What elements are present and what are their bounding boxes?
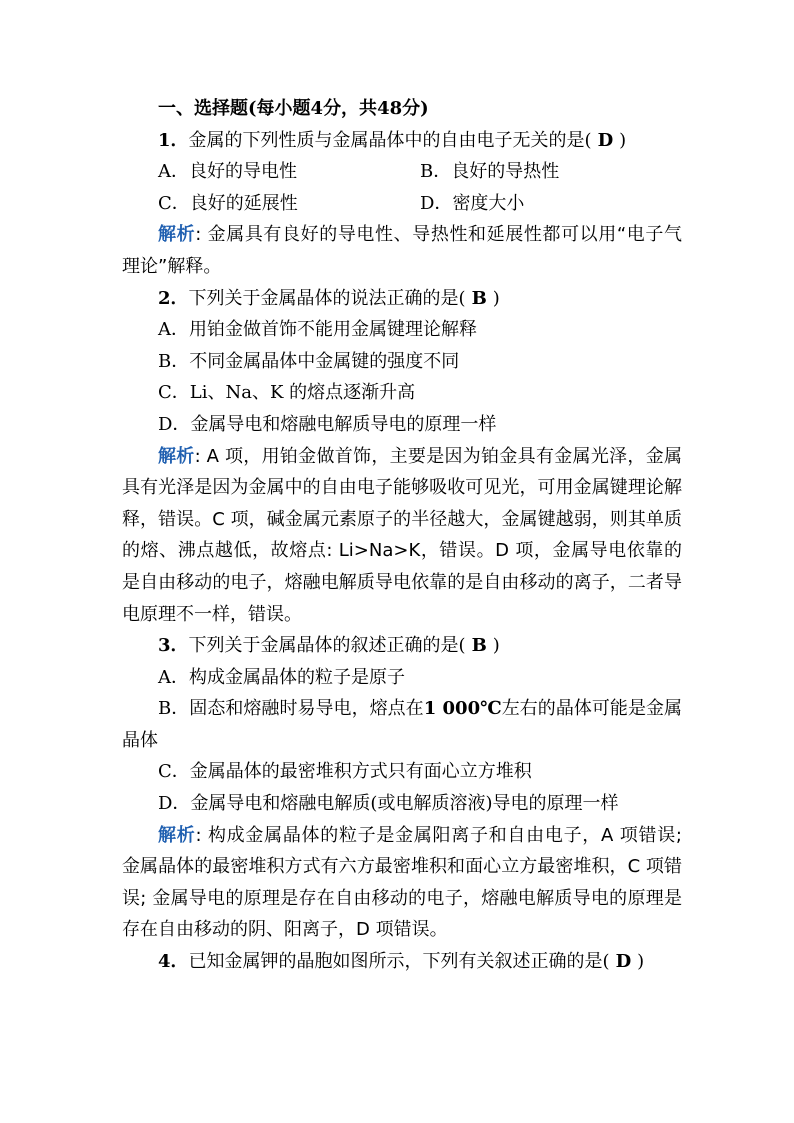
option-key: A．: [158, 161, 189, 183]
option-key: D．: [158, 793, 191, 815]
question-number: 1．: [158, 129, 189, 151]
question-text: 金属的下列性质与金属晶体中的自由电子无关的是(: [188, 129, 592, 151]
option-text: Li、Na、K 的熔点逐渐升高: [189, 382, 416, 404]
analysis-text: : 构成金属晶体的粒子是金属阳离子和自由电子，A 项错误; 金属晶体的最密堆积方式有六方最密堆积和面心立方最密堆积，C 项错误; 金属导电的原理是存在自由移动的电子，熔融电解质导电的原理是存在自由移动的阴、阳离子，D 项错误。: [122, 824, 682, 941]
question-1-options-row-1: [122, 156, 682, 188]
question-3-option-b: [122, 693, 682, 756]
heading-points: 4: [310, 98, 324, 119]
heading-text: 一、选择题(每小题: [158, 98, 311, 119]
option-text: 金属导电和熔融电解质(或电解质溶液)导电的原理一样: [190, 793, 619, 815]
option-key: C．: [158, 382, 190, 404]
question-text: 下列关于金属晶体的叙述正确的是(: [188, 635, 466, 657]
heading-text: 分): [402, 98, 429, 119]
question-3-analysis: [122, 820, 682, 946]
option-text: 固态和熔融时易导电，熔点在: [189, 698, 424, 720]
analysis-label: 解析: [158, 824, 196, 846]
question-3-option-c: [122, 756, 682, 788]
analysis-text: : 金属具有良好的导电性、导热性和延展性都可以用“电子气理论”解释。: [122, 224, 683, 277]
option-text: 良好的导热性: [451, 161, 560, 183]
option-number: 1 000℃: [423, 698, 502, 720]
question-number: 3．: [158, 635, 189, 657]
option-text: 左右的晶体可能是金属晶体: [122, 698, 683, 751]
option-key: B．: [420, 161, 452, 183]
option-a: [158, 156, 420, 188]
option-key: A．: [158, 666, 189, 688]
paren-close: ): [492, 635, 500, 657]
option-key: A．: [158, 319, 189, 341]
option-key: D．: [158, 413, 191, 435]
option-text: 密度大小: [452, 192, 525, 214]
option-c: [158, 188, 420, 220]
analysis-label: 解析: [158, 224, 196, 246]
question-number: 4．: [158, 951, 189, 973]
option-text: 金属导电和熔融电解质导电的原理一样: [190, 413, 497, 435]
question-text: 已知金属钾的晶胞如图所示，下列有关叙述正确的是(: [188, 951, 610, 973]
question-2-option-a: [122, 314, 682, 346]
question-1-options-row-2: [122, 188, 682, 220]
question-number: 2．: [158, 287, 189, 309]
option-key: B．: [158, 350, 190, 372]
heading-text: 分，共: [323, 98, 378, 119]
question-1-stem: [122, 125, 682, 157]
option-key: B．: [158, 698, 190, 720]
option-key: C．: [158, 192, 190, 214]
question-3-option-d: [122, 788, 682, 820]
question-3-option-a: [122, 662, 682, 694]
question-2-stem: [122, 283, 682, 315]
paren-close: ): [637, 951, 645, 973]
section-heading: [122, 93, 682, 125]
option-text: 良好的延展性: [189, 192, 298, 214]
answer-letter: B: [471, 635, 487, 657]
question-2-option-d: [122, 409, 682, 441]
analysis-label: 解析: [158, 445, 195, 467]
option-key: C．: [158, 761, 190, 783]
option-d: [420, 188, 682, 220]
option-text: 构成金属晶体的粒子是原子: [189, 666, 405, 688]
heading-total: 48: [377, 98, 403, 119]
question-1-analysis: [122, 219, 682, 282]
paren-close: ): [492, 287, 500, 309]
option-b: [420, 156, 682, 188]
option-key: D．: [420, 192, 453, 214]
analysis-text: : A 项，用铂金做首饰，主要是因为铂金具有金属光泽，金属具有光泽是因为金属中的自由电子能够吸收可见光，可用金属键理论解释，错误。C 项，碱金属元素原子的半径越大，金属键越弱，则其单质的熔、沸点越低，故熔点: Li>Na>K，错误。D 项，金属导电依靠的是自由移动的电子，熔融电解质导电依靠的是自由移动的离子，二者导电原理不一样，错误。: [122, 445, 683, 625]
question-2-option-c: [122, 377, 682, 409]
option-text: 不同金属晶体中金属键的强度不同: [189, 350, 460, 372]
option-text: 用铂金做首饰不能用金属键理论解释: [189, 319, 477, 341]
question-4-stem: [122, 946, 682, 978]
answer-letter: D: [615, 951, 632, 973]
question-2-analysis: [122, 441, 682, 631]
answer-letter: B: [471, 287, 487, 309]
question-3-stem: [122, 630, 682, 662]
question-text: 下列关于金属晶体的说法正确的是(: [188, 287, 466, 309]
paren-close: ): [619, 129, 627, 151]
option-text: 金属晶体的最密堆积方式只有面心立方堆积: [189, 761, 532, 783]
answer-letter: D: [597, 129, 614, 151]
option-text: 良好的导电性: [189, 161, 297, 183]
question-2-option-b: [122, 346, 682, 378]
